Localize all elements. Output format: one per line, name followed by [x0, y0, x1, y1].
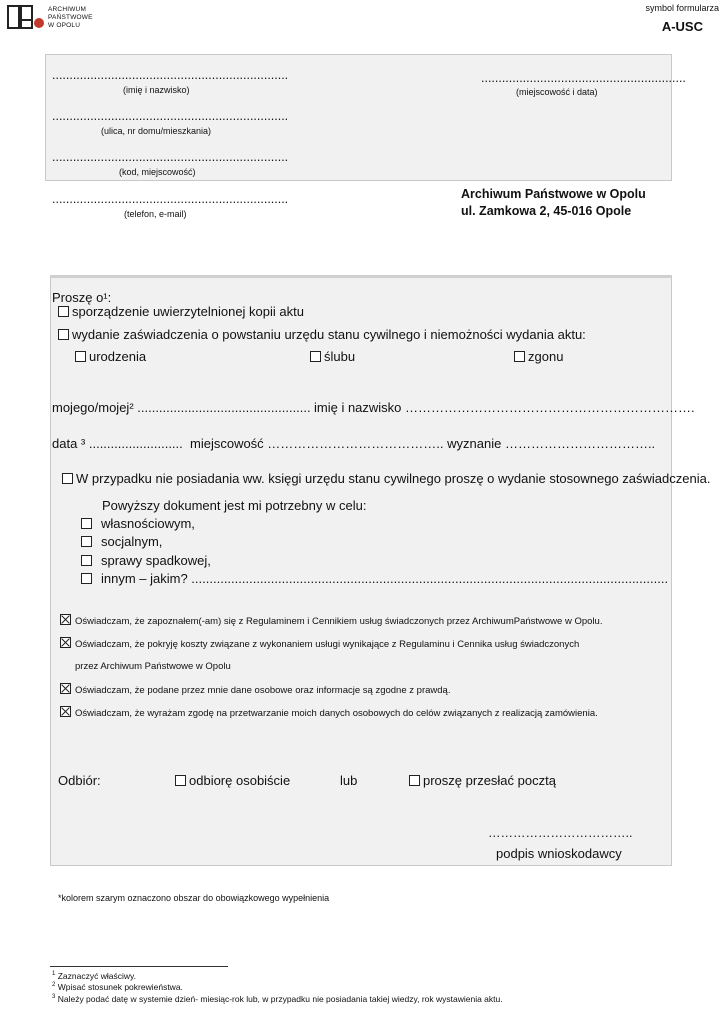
footnote-text: Należy podać datę w systemie dzień- miesiąc-rok lub, w przypadku nie posiadania takiej wiedzy, rok wystawienia aktu.	[57, 993, 503, 1004]
symbol-label: symbol formularza	[645, 3, 719, 13]
postal-caption: (kod, miejscowość)	[119, 167, 196, 177]
pickup-personal[interactable]	[175, 773, 290, 788]
archive-logo-icon	[7, 5, 45, 31]
purpose-other[interactable]	[81, 571, 668, 586]
logo-line: ARCHIWUM	[48, 6, 87, 13]
marriage-checkbox[interactable]	[310, 351, 321, 362]
option-copy-label: sporządzenie uwierzytelnionej kopii aktu	[72, 304, 304, 319]
option-death[interactable]	[514, 349, 563, 364]
footnote	[52, 981, 503, 992]
inheritance-checkbox[interactable]	[81, 555, 92, 566]
option-birth[interactable]	[75, 349, 146, 364]
social-label: socjalnym,	[101, 534, 163, 549]
purpose-label: Powyższy dokument jest mi potrzebny w celu:	[102, 498, 367, 513]
recipient-name: Archiwum Państwowe w Opolu	[461, 187, 646, 201]
truth-checkbox[interactable]	[60, 683, 71, 694]
place-date-caption: (miejscowość i data)	[516, 87, 598, 97]
death-label: zgonu	[528, 349, 564, 364]
name-caption: (imię i nazwisko)	[123, 85, 190, 95]
place-date-field[interactable]: ...........................................................	[481, 71, 686, 85]
symbol-value: A-USC	[661, 19, 703, 34]
regulations-text: Oświadczam, że zapoznałem(-am) się z Regulaminem i Cennikiem usług świadczonych przez ArchiwumPaństwowe w Opolu.	[75, 616, 603, 627]
other-checkbox[interactable]	[81, 573, 92, 584]
declaration-truth[interactable]	[60, 683, 450, 696]
pickup-mail[interactable]	[409, 773, 556, 788]
recipient-address: ul. Zamkowa 2, 45-016 Opole	[461, 204, 632, 218]
date-field[interactable]: data ³ ..........................	[52, 436, 183, 451]
postal-field[interactable]: ....................................................................	[52, 150, 289, 164]
street-field[interactable]: ....................................................................	[52, 109, 289, 123]
street-caption: (ulica, nr domu/mieszkania)	[101, 126, 212, 136]
birth-checkbox[interactable]	[75, 351, 86, 362]
ownership-checkbox[interactable]	[81, 518, 92, 529]
footnote-divider	[50, 966, 228, 967]
certificate-checkbox[interactable]	[58, 329, 69, 340]
footnote-number: 1	[52, 971, 56, 977]
birth-label: urodzenia	[89, 349, 147, 364]
option-certificate-label: wydanie zaświadczenia o powstaniu urzędu stanu cywilnego i niemożności wydania aktu:	[72, 327, 586, 342]
required-area-note: *kolorem szarym oznaczono obszar do obowiązkowego wypełnienia	[58, 893, 330, 903]
person-name-field[interactable]: imię i nazwisko ………………………………………………………….	[314, 400, 695, 415]
signature-field[interactable]: ……………………………..	[488, 826, 633, 840]
name-field[interactable]: ....................................................................	[52, 68, 289, 82]
footnote-text: Wpisać stosunek pokrewieństwa.	[57, 982, 183, 993]
declaration-costs[interactable]	[60, 637, 579, 650]
consent-text: Oświadczam, że wyrażam zgodę na przetwarzanie moich danych osobowych do celów związanych z realizacją zamówienia.	[75, 708, 598, 719]
declaration-data-consent[interactable]	[60, 706, 598, 719]
inheritance-label: sprawy spadkowej,	[101, 553, 211, 568]
option-marriage[interactable]	[310, 349, 355, 364]
marriage-label: ślubu	[324, 349, 356, 364]
pickup-label: Odbiór:	[58, 773, 101, 788]
consent-checkbox[interactable]	[60, 706, 71, 717]
declaration-regulations[interactable]	[60, 614, 602, 627]
footnote	[52, 993, 503, 1004]
pickup-mail-checkbox[interactable]	[409, 775, 420, 786]
option-copy[interactable]	[58, 304, 304, 319]
no-book-label: W przypadku nie posiadania ww. księgi urzędu stanu cywilnego proszę o wydanie stosownego zaświadczenia.	[76, 471, 711, 486]
logo-text	[48, 6, 93, 30]
death-checkbox[interactable]	[514, 351, 525, 362]
truth-text: Oświadczam, że podane przez mnie dane osobowe oraz informacje są zgodne z prawdą.	[75, 685, 451, 696]
regulations-checkbox[interactable]	[60, 614, 71, 625]
footnote	[52, 970, 503, 981]
footnote-text: Zaznaczyć właściwy.	[57, 970, 136, 981]
place-religion-field[interactable]: miejscowość ………………………………….. wyznanie ……………………………..	[190, 436, 656, 451]
costs-text: Oświadczam, że pokryję koszty związane z wykonaniem usługi wynikające z Regulaminu i Cennika usług świadczonych	[75, 639, 580, 650]
other-label: innym – jakim? ....................................................................................................................................	[101, 571, 669, 586]
copy-checkbox[interactable]	[58, 306, 69, 317]
pickup-personal-label: odbiorę osobiście	[189, 773, 291, 788]
costs-text-continued: przez Archiwum Państwowe w Opolu	[75, 661, 231, 672]
purpose-social[interactable]	[81, 534, 162, 549]
purpose-ownership[interactable]	[81, 516, 195, 531]
logo-line: W OPOLU	[48, 22, 81, 29]
ownership-label: własnościowym,	[101, 516, 195, 531]
signature-label: podpis wnioskodawcy	[496, 846, 622, 861]
costs-checkbox[interactable]	[60, 637, 71, 648]
archive-logo	[7, 5, 45, 36]
pickup-mail-label: proszę przesłać pocztą	[423, 773, 556, 788]
phone-field[interactable]: ....................................................................	[52, 192, 289, 206]
social-checkbox[interactable]	[81, 536, 92, 547]
option-certificate[interactable]	[58, 327, 586, 342]
option-no-book[interactable]	[62, 471, 710, 486]
logo-line: PAŃSTWOWE	[48, 14, 93, 21]
no-book-checkbox[interactable]	[62, 473, 73, 484]
phone-caption: (telefon, e-mail)	[124, 209, 187, 219]
footnote-number: 3	[52, 993, 56, 1000]
footnote-number: 2	[52, 982, 56, 989]
request-label: Proszę o¹:	[52, 290, 112, 305]
relation-field[interactable]: mojego/mojej² ................................................	[52, 400, 311, 415]
footnotes	[52, 970, 503, 1004]
or-label: lub	[340, 773, 358, 788]
purpose-inheritance[interactable]	[81, 553, 211, 568]
pickup-personal-checkbox[interactable]	[175, 775, 186, 786]
